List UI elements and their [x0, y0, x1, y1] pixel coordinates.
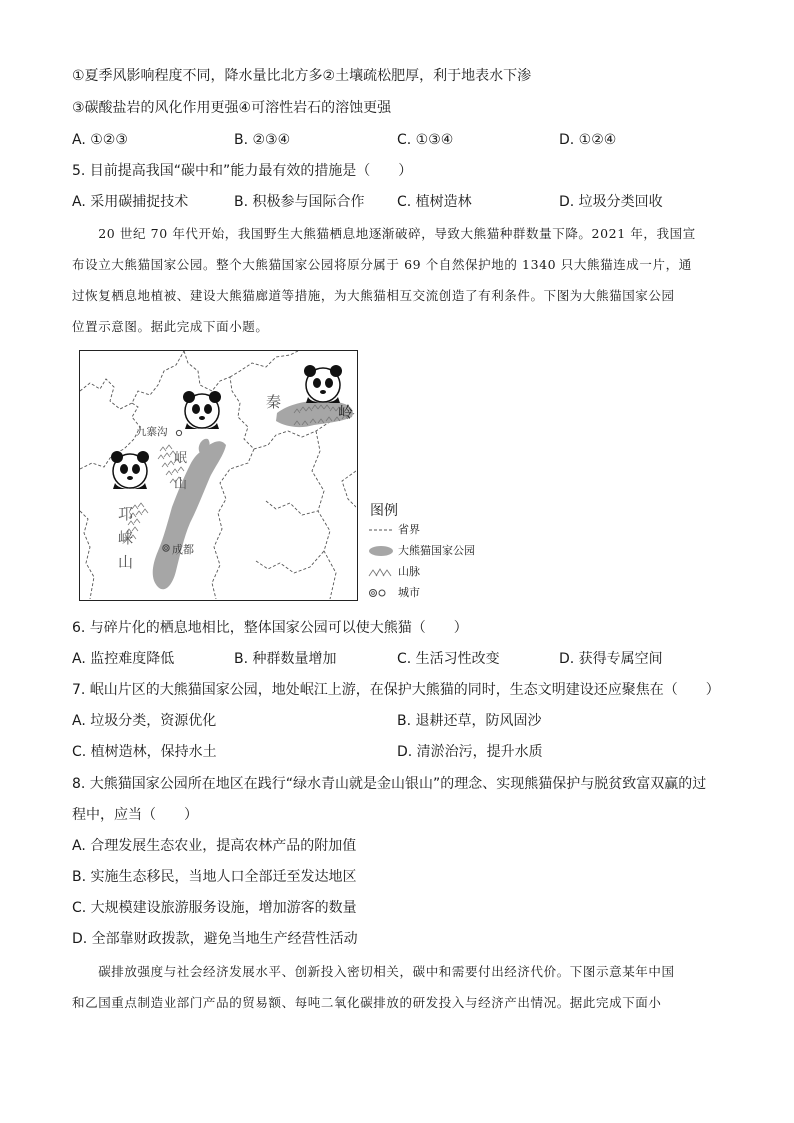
legend-label-province-border: 省界 — [398, 523, 420, 536]
q8-option-d: D. 全部靠财政拨款，避免当地生产经营性活动 — [72, 931, 358, 947]
label-jiuzhaigou: 九寨沟 — [136, 426, 168, 438]
q4-option-d: D. ①②④ — [559, 132, 617, 148]
q5-option-c: C. 植树造林 — [397, 194, 472, 210]
legend-title: 图例 — [370, 503, 398, 519]
q4-option-b: B. ②③④ — [234, 132, 291, 148]
q6-option-c: C. 生活习性改变 — [397, 651, 500, 667]
q6-options — [72, 649, 732, 669]
label-qionglai-1: 邛 — [118, 505, 134, 523]
passage-carbon-line-2: 和乙国重点制造业部门产品的贸易额、每吨二氧化碳排放的研发投入与经济产出情况。据此完成下面小 — [72, 995, 662, 1010]
panda-park-map — [79, 350, 358, 601]
panda-icon — [183, 391, 221, 429]
city-marker-jiuzhaigou — [176, 430, 181, 435]
q4-option-c: C. ①③④ — [397, 132, 454, 148]
label-qionglai-2: 崃 — [118, 529, 134, 547]
q7-stem: 7. 岷山片区的大熊猫国家公园，地处岷江上游，在保护大熊猫的同时，生态文明建设还应聚焦在（ ） — [72, 682, 720, 698]
legend-label-national-park: 大熊猫国家公园 — [398, 544, 475, 557]
legend-item-city — [368, 585, 420, 601]
q8-option-b: B. 实施生态移民，当地人口全部迁至发达地区 — [72, 869, 357, 885]
label-minshan-1: 岷 — [174, 451, 188, 466]
q7-option-b: B. 退耕还草，防风固沙 — [397, 713, 542, 729]
map-legend — [366, 500, 496, 604]
q6-option-b: B. 种群数量增加 — [234, 651, 337, 667]
passage-panda-line-2: 布设立大熊猫国家公园。整个大熊猫国家公园将原分属于 69 个自然保护地的 1340 只大熊猫连成一片，通 — [72, 257, 692, 272]
legend-item-mountain — [368, 564, 420, 580]
q6-option-a: A. 监控难度降低 — [72, 651, 175, 667]
q8-option-a: A. 合理发展生态农业，提高农林产品的附加值 — [72, 838, 357, 854]
q4-option-a: A. ①②③ — [72, 132, 128, 148]
passage-carbon-line-1: 碳排放强度与社会经济发展水平、创新投入密切相关，碳中和需要付出经济代价。下图示意某年中国 — [72, 964, 675, 979]
q7-option-c: C. 植树造林，保持水土 — [72, 744, 217, 760]
q4-statement-line-1: ①夏季风影响程度不同，降水量比北方多②土壤疏松肥厚，利于地表水下渗 — [72, 68, 532, 84]
legend-label-city: 城市 — [398, 586, 420, 599]
q7-option-a: A. 垃圾分类，资源优化 — [72, 713, 217, 729]
q5-stem: 5. 目前提高我国“碳中和”能力最有效的措施是（ ） — [72, 163, 413, 179]
national-park-areas — [153, 401, 353, 590]
label-minshan-2: 山 — [174, 477, 188, 492]
q7-options-row-1 — [72, 711, 732, 731]
q4-statement-line-2: ③碳酸盐岩的风化作用更强④可溶性岩石的溶蚀更强 — [72, 100, 392, 116]
panda-icon — [304, 365, 342, 403]
city-symbol — [368, 588, 394, 598]
q8-stem-line-1: 8. 大熊猫国家公园所在地区在践行“绿水青山就是金山银山”的理念、实现熊猫保护与脱贫致富双赢的过 — [72, 776, 707, 792]
q5-option-d: D. 垃圾分类回收 — [559, 194, 663, 210]
passage-carbon — [72, 956, 732, 1018]
legend-label-mountain: 山脉 — [398, 565, 420, 578]
passage-panda-line-3: 过恢复栖息地植被、建设大熊猫廊道等措施，为大熊猫相互交流创造了有利条件。下图为大熊猫国家公园 — [72, 288, 675, 303]
passage-panda — [72, 218, 732, 342]
label-chengdu: 成都 — [172, 543, 194, 556]
passage-panda-line-4: 位置示意图。据此完成下面小题。 — [72, 319, 269, 334]
q4-options — [72, 130, 732, 150]
q5-option-b: B. 积极参与国际合作 — [234, 194, 365, 210]
q8-stem-line-2: 程中，应当（ ） — [72, 807, 198, 823]
mountain-symbol — [368, 567, 394, 577]
q7-option-d: D. 清淤治污，提升水质 — [397, 744, 543, 760]
label-qinling-1: 秦 — [266, 393, 282, 411]
q7-options-row-2 — [72, 742, 732, 762]
panda-icon — [111, 451, 149, 489]
passage-panda-line-1: 20 世纪 70 年代开始，我国野生大熊猫栖息地逐渐破碎，导致大熊猫种群数量下降。2021 年，我国宣 — [72, 226, 696, 241]
legend-item-national-park — [368, 543, 475, 559]
q6-stem: 6. 与碎片化的栖息地相比，整体国家公园可以使大熊猫（ ） — [72, 620, 468, 636]
national-park-symbol — [368, 546, 394, 556]
q5-option-a: A. 采用碳捕捉技术 — [72, 194, 189, 210]
province-border-symbol — [368, 525, 394, 535]
label-qionglai-3: 山 — [118, 553, 134, 571]
q6-option-d: D. 获得专属空间 — [559, 651, 663, 667]
q5-options — [72, 192, 732, 212]
q8-option-c: C. 大规模建设旅游服务设施，增加游客的数量 — [72, 900, 357, 916]
label-qinling-2: 岭 — [338, 403, 354, 421]
legend-item-province-border — [368, 522, 420, 538]
